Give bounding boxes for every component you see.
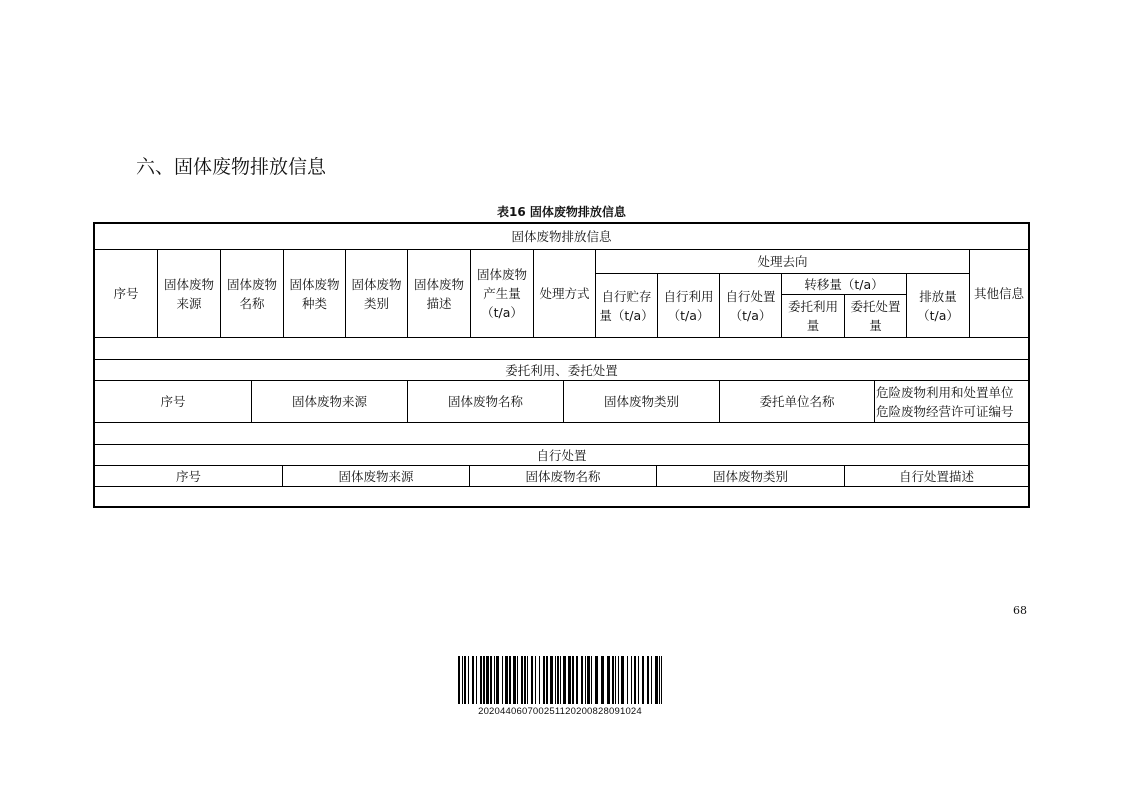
entrust-license-line1: 危险废物利用和处置单位 bbox=[876, 384, 1014, 400]
header-transfer: 转移量（t/a） bbox=[781, 273, 906, 294]
section-title: 六、固体废物排放信息 bbox=[136, 156, 327, 178]
header-entrust-use: 委托利用量 bbox=[781, 294, 844, 337]
entrust-license-line2: 危险废物经营许可证编号 bbox=[876, 403, 1014, 419]
header-method: 处理方式 bbox=[533, 249, 595, 337]
self-header-desc: 自行处置描述 bbox=[844, 465, 1028, 486]
header-desc: 固体废物描述 bbox=[407, 249, 470, 337]
header-other: 其他信息 bbox=[969, 249, 1028, 337]
self-header-name: 固体废物名称 bbox=[469, 465, 656, 486]
barcode-number: 20204406070025112020082809102​4 bbox=[478, 706, 642, 717]
header-category: 固体废物类别 bbox=[345, 249, 407, 337]
self-empty-row bbox=[95, 486, 1028, 506]
entrust-header-name: 固体废物名称 bbox=[407, 380, 563, 422]
entrust-header-category: 固体废物类别 bbox=[563, 380, 719, 422]
table-title: 固体废物排放信息 bbox=[511, 229, 612, 244]
table-caption: 表16 固体废物排放信息 bbox=[497, 205, 626, 219]
header-self-storage: 自行贮存量（t/a） bbox=[595, 273, 657, 337]
header-destination: 处理去向 bbox=[595, 249, 969, 273]
header-entrust-dispose: 委托处置量 bbox=[844, 294, 906, 337]
solid-waste-table bbox=[93, 222, 1030, 508]
entrust-header-seq: 序号 bbox=[95, 380, 251, 422]
self-header-source: 固体废物来源 bbox=[282, 465, 469, 486]
header-emission: 排放量（t/a） bbox=[906, 273, 969, 337]
self-section-title: 自行处置 bbox=[95, 444, 1028, 465]
entrust-section-title: 委托利用、委托处置 bbox=[95, 359, 1028, 380]
header-self-dispose: 自行处置（t/a） bbox=[719, 273, 781, 337]
header-self-use: 自行利用（t/a） bbox=[657, 273, 719, 337]
self-header-category: 固体废物类别 bbox=[656, 465, 844, 486]
header-seq: 序号 bbox=[95, 249, 157, 337]
entrust-header-source: 固体废物来源 bbox=[251, 380, 407, 422]
self-header-seq: 序号 bbox=[95, 465, 282, 486]
header-amount: 固体废物产生量（t/a） bbox=[470, 249, 533, 337]
entrust-empty-row bbox=[95, 422, 1028, 444]
empty-row bbox=[95, 337, 1028, 359]
header-name: 固体废物名称 bbox=[220, 249, 283, 337]
header-kind: 固体废物种类 bbox=[283, 249, 345, 337]
entrust-header-license bbox=[874, 380, 1028, 422]
barcode-image bbox=[458, 656, 662, 704]
entrust-header-unit: 委托单位名称 bbox=[719, 380, 874, 422]
header-source: 固体废物来源 bbox=[157, 249, 220, 337]
page-number: 68 bbox=[1013, 604, 1027, 617]
